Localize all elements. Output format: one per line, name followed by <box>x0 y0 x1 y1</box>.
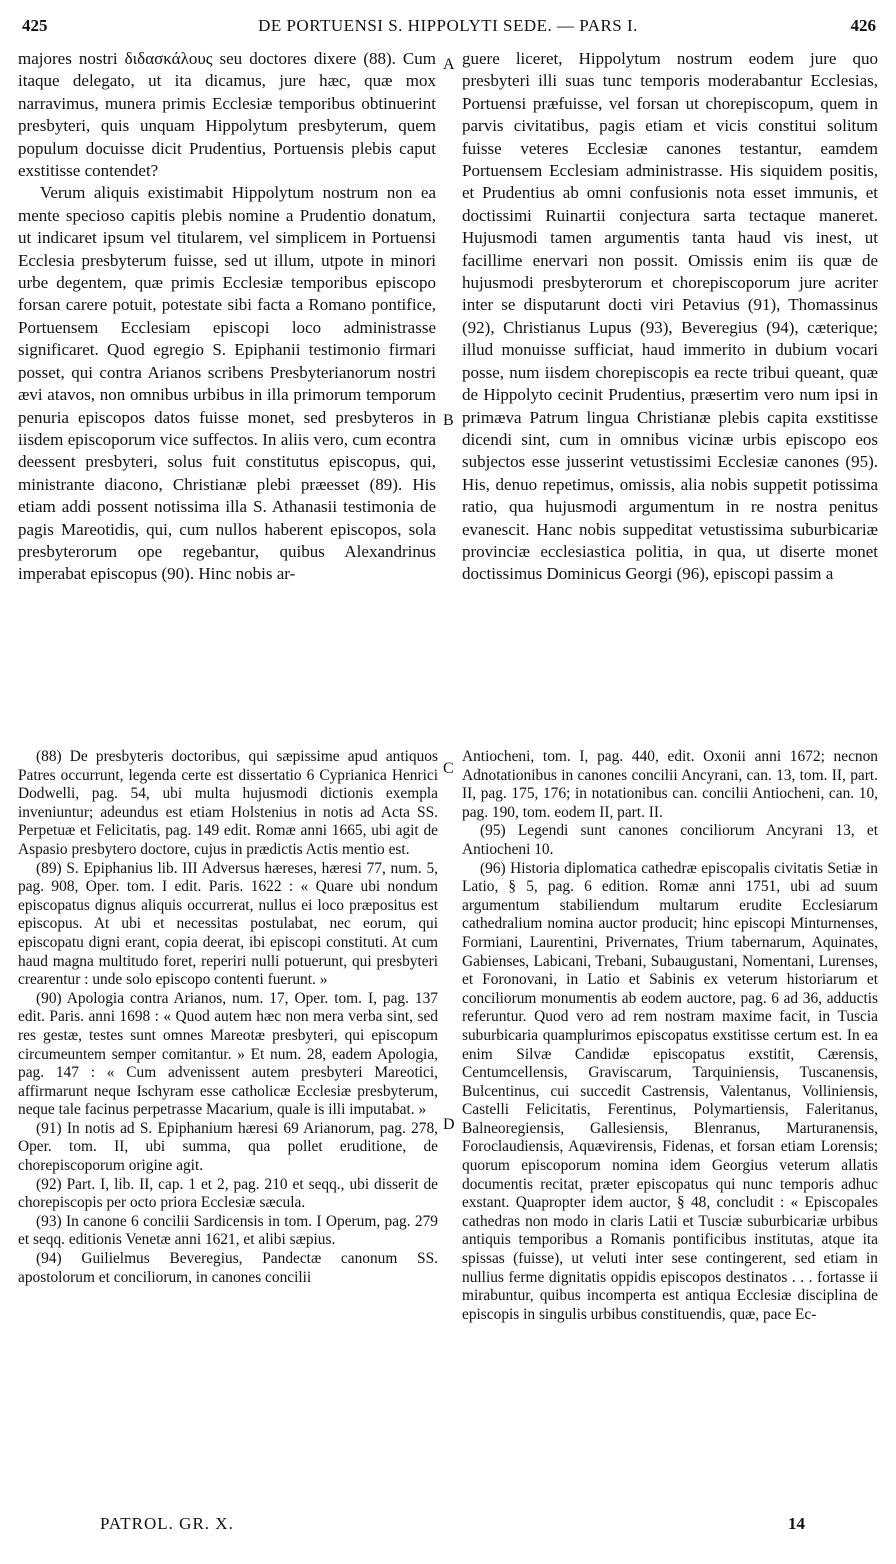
gathering-number: 14 <box>788 1514 805 1533</box>
margin-marker-c: C <box>443 760 454 777</box>
margin-marker-b: B <box>443 412 454 429</box>
page-number-right: 426 <box>850 16 876 35</box>
footnote: (89) S. Epiphanius lib. III Adversus hæreses, hæresi 77, num. 5, pag. 908, Oper. tom. I edit. Paris. 1622 : « Quare ubi nondum episcopatus dignus aliquis occurrerat, nullus ei loco præpositus est episcopus. At ubi et necessitas postulabat, nec eorum, qui episcopatu digni erant, copia deerat, ibi episcopi constituti. At cum haud magna multitudo foret, reperiri nulli potuerunt, qui presbyteri crearentur : unde solo episcopo contenti fuerunt. » <box>18 859 438 989</box>
footnote: (94) Guilielmus Beveregius, Pandectæ canonum SS. apostolorum et conciliorum, in canones concilii <box>18 1250 438 1286</box>
body-column-right <box>462 48 878 586</box>
footnote: (96) Historia diplomatica cathedræ episcopalis civitatis Setiæ in Latio, § 5, pag. 6 edition. Romæ anni 1751, ubi ad suum argumentum stabiliendum multarum erudite Ecclesiarum cathedralium nomina auctor producit; hinc episcopi Minturnenses, Formiani, Laurentini, Privernates, Trium tabernarum, Aquinates, Gabienses, Labicani, Trebani, Subaugustani, Nomentani, Lurenses, et Foronovani, in Latio et Sabinis ex veterum historiarum et conciliorum monumentis ab eodem auctore, pag. 6 ad 36, adductis referuntur. Quod vero ad rem nostram maxime facit, in Tuscia suburbicaria quamplurimos episcopatus exstitisse certum est. In ea enim Silvæ Candidæ episcopatus exstitit, Cærensis, Centumcellensis, Graviscarum, Tarquiniensis, Tuscanensis, Bulcentinus, cui succedit Castrensis, Valentanus, Volliniensis, Castelli Felicitatis, Ferentinus, Polymartiensis, Faleritanus, Balneoregiensis, Gallesiensis, Blenranus, Marturanensis, Foroclaudiensis, Aquævirensis, Fidenas, et forsan etiam Lorensis; quorum episcoporum nomina idem Georgius veterum allatis documentis recitat, præter episcopatus qui nunc temporis adhuc exstant. Quapropter idem auctor, § 48, concludit : « Episcopales cathedras non modo in claris Latii et Tusciæ suburbicariæ urbibus antiquis temporibus a Romanis pontificibus institutas, atque ita spissas (fuisse), ut veluti inter sese contingerent, sed etiam in nullius ferme dignitatis oppidis episcopos destinatos . . . fortasse ii mirabuntur, quibus incomperta est antiqua Ecclesiæ disciplina de episcopis in singulis urbibus constituendis, quæ, pace Ec- <box>462 859 878 1323</box>
footnote: (88) De presbyteris doctoribus, qui sæpissime apud antiquos Patres occurrunt, legenda certe est dissertatio 6 Cyprianica Henrici Dodwelli, pag. 54, ubi multa hujusmodi dictionis exempla inveniuntur; adeundus est etiam Holstenius in notis ad Acta SS. Perpetuæ et Felicitatis, pag. 149 edit. Romæ anni 1665, ubi agit de Aspasio presbytero doctore, cujus in prædictis Actis mentio est. <box>18 748 438 858</box>
footnote: (92) Part. I, lib. II, cap. 1 et 2, pag. 210 et seqq., ubi disserit de chorepiscopis per octo priora Ecclesiæ sæcula. <box>18 1175 438 1212</box>
footnote: (90) Apologia contra Arianos, num. 17, Oper. tom. I, pag. 137 edit. Paris. anni 1698 : « Quod autem hæc non mera verba sint, sed res gestæ, testes sunt omnes Mareotæ presbyteri, qui episcopum circumeuntem semper comitantur. » Et num. 28, eadem Apologia, pag. 147 : « Cum advenissent autem presbyteri Mareotici, affirmarunt neque Ischyram esse catholicæ Ecclesiæ presbyterum, neque tale facinus perpetrasse Macarium, quale is illi imputabat. » <box>18 989 438 1119</box>
body-paragraph: guere liceret, Hippolytum nostrum eodem jure quo presbyteri illi suas tunc temporis moderabantur Ecclesias, Portuensi præfuisse, vel forsan ut chorepiscopum, quem in parvis civitatibus, pagis etiam et vicis constitui solitum fuisse veteres Ecclesiæ canones testantur, eamdem Portuensem Ecclesiam administrasse. His siquidem positis, et Prudentius ab omni confusionis nota esset immunis, et doctissimi Ruinartii conjectura sarta tectaque maneret. Hujusmodi tamen argumentis tanta haud vis inest, ut facillime enervari non possit. Omissis enim iis quæ de hujusmodi presbyterorum et chorepiscoporum jure acriter inter se disputarunt docti viri Petavius (91), Thomassinus (92), Christianus Lupus (93), Beveregius (94), cæterique; illud monuisse sufficiat, haud immerito in dubium vocari posse, num iisdem chorepiscopis ea recte tribui queant, quæ de Hippolyto cecinit Prudentius, præsertim vero num ipsi in primæva Patrum lingua Christianæ plebis capita exstitisse dicendi sint, cum in omnibus vicinæ urbis episcopo eos subjectos esse jusserint vetustissimi Ecclesiæ canones (95). His, denuo repetimus, omissis, alia nobis suppetit potissima ratio, qua hujusmodi argumentum in re nostra penitus evanescit. Hanc nobis suppeditat vetustissima suburbicariæ provinciæ ecclesiastica politia, in qua, ut diserte monet doctissimus Dominicus Georgi (96), episcopi passim a <box>462 49 878 584</box>
body-column-left <box>18 48 436 586</box>
margin-marker-a: A <box>443 56 455 73</box>
footnote: (91) In notis ad S. Epiphanium hæresi 69 Arianorum, pag. 278, Oper. tom. II, ubi summa, qua pollet eruditione, de chorepiscoporum origine agit. <box>18 1119 438 1175</box>
footnote: (95) Legendi sunt canones conciliorum Ancyrani 13, et Antiocheni 10. <box>462 822 878 858</box>
margin-marker-d: D <box>443 1116 455 1133</box>
footnote-continuation: Antiocheni, tom. I, pag. 440, edit. Oxonii anni 1672; necnon Adnotationibus in canones concilii Ancyrani, can. 13, tom. II, part. II, pag. 175, 176; in notationibus can. concilii Antiocheni, can. 10, pag. 190, tom. eodem II, part. II. <box>462 748 878 821</box>
running-title: DE PORTUENSI S. HIPPOLYTI SEDE. — PARS I. <box>258 16 638 35</box>
footnotes-left <box>18 748 438 1287</box>
footnotes-right <box>462 748 878 1324</box>
series-signature: PATROL. GR. X. <box>100 1514 234 1533</box>
body-paragraph: Verum aliquis existimabit Hippolytum nostrum non ea mente specioso capitis plebis nomine a Prudentio donatum, ut indicaret ipsum vel titularem, vel simplicem in Portuensi Ecclesia presbyterum fuisse, sed ut illum, utpote in minori urbe degentem, quæ primis Ecclesiæ temporibus episcopo forsan carere potuit, potestate sibi facta a Romano pontifice, Portuensem Ecclesiam episcopi loco administrasse significaret. Quod egregio S. Epiphanii testimonio firmari posset, qui contra Arianos scribens Presbyterianorum nostri ævi atavos, non omnibus urbibus in illa primorum temporum penuria episcopos datos fuisse monet, sed presbyteros in iisdem episcoporum vice suffectos. In aliis vero, cum econtra deessent presbyteri, solus fuit constitutus episcopus, qui, ministrante diacono, Christianæ plebi præesset (89). His etiam addi possent notissima illa S. Athanasii testimonia de pagis Mareotidis, qui, cum nullos haberent episcopos, sola presbyterorum ope regebantur, quibus Alexandrinus imperabat episcopus (90). Hinc nobis ar- <box>18 183 436 584</box>
body-paragraph: majores nostri διδασκάλους seu doctores dixere (88). Cum itaque delegato, ut ita dicamus, jure hæc, quæ mox narravimus, munera primis Ecclesiæ temporibus obtinuerint presbyteri, quis unquam Hippolytum presbyterum, quem populum docuisse dicit Prudentius, Portuensis plebis caput exstitisse contendet? <box>18 49 436 181</box>
page-number-left: 425 <box>22 16 48 35</box>
page-header <box>0 14 896 40</box>
footnote: (93) In canone 6 concilii Sardicensis in tom. I Operum, pag. 279 et seqq. editionis Venetæ anni 1621, et alibi sæpius. <box>18 1212 438 1249</box>
